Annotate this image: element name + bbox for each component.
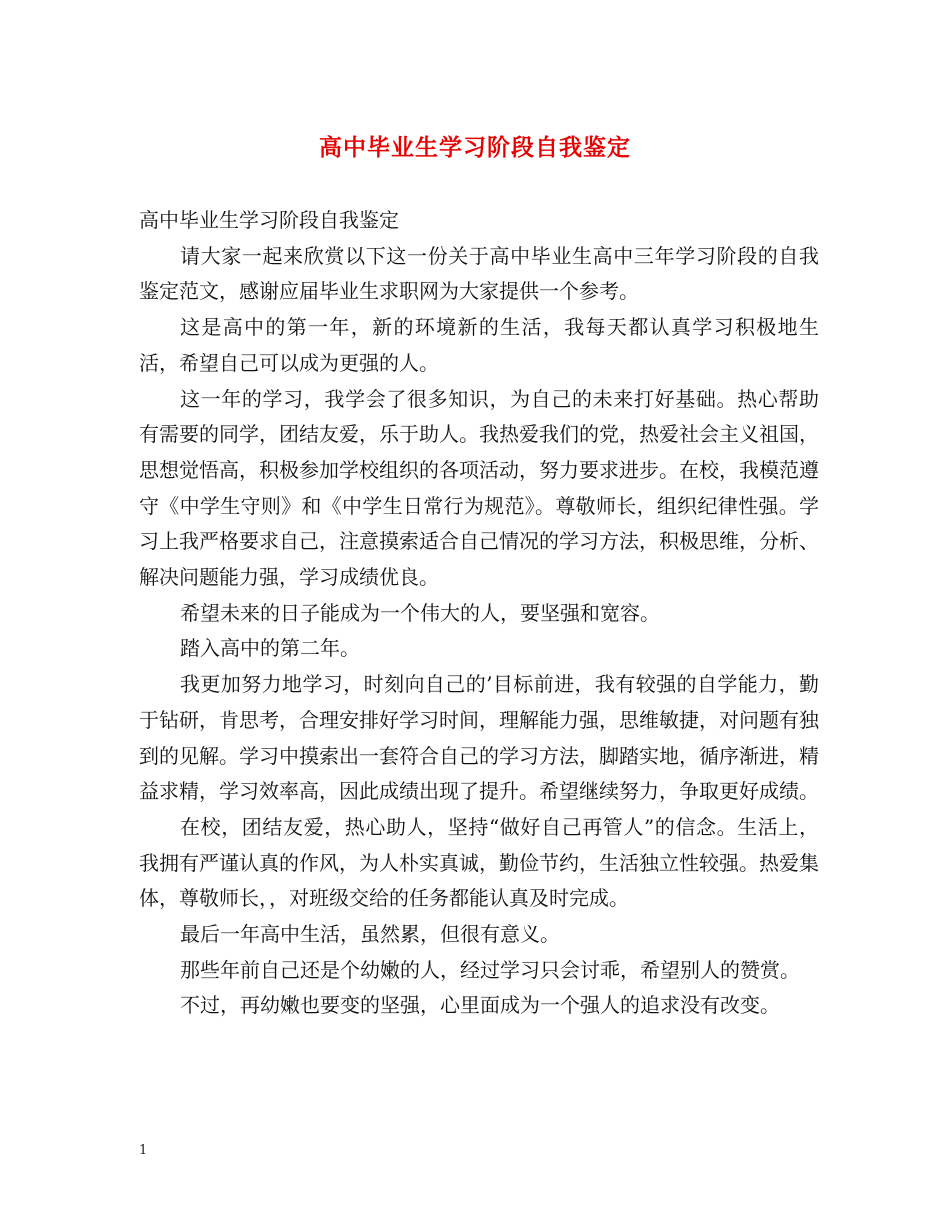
paragraph: 最后一年高中生活，虽然累，但很有意义。	[180, 922, 560, 947]
document-title: 高中毕业生学习阶段自我鉴定	[319, 134, 631, 161]
paragraph: 在校，团结友爱，热心助人，坚持“做好自己再管人”的信念。生活上，我拥有严谨认真的作风，为人朴实真诚，勤俭节约，生活独立性较强。热爱集体，尊敬师长，，对班级交给的任务都能认真及时完成。	[139, 814, 819, 911]
paragraph: 希望未来的日子能成为一个伟大的人，要坚强和宽容。	[180, 600, 660, 625]
paragraph: 这一年的学习，我学会了很多知识，为自己的未来打好基础。热心帮助有需要的同学，团结友爱，乐于助人。我热爱我们的党，热爱社会主义祖国，思想觉悟高，积极参加学校组织的各项活动，努力要求进步。在校，我模范遵守《中学生守则》和《中学生日常行为规范》。尊敬师长，组织纪律性强。学习上我严格要求自己，注意摸索适合自己情况的学习方法，积极思维，分析、解决问题能力强，学习成绩优良。	[139, 386, 819, 590]
heading-line: 高中毕业生学习阶段自我鉴定	[139, 208, 399, 232]
paragraph: 我更加努力地学习，时刻向自己的’目标前进，我有较强的自学能力，勤于钻研，肯思考，合理安排好学习时间，理解能力强，思维敏捷，对问题有独到的见解。学习中摸索出一套符合自己的学习方法，脚踏实地，循序渐进，精益求精，学习效率高，因此成绩出现了提升。希望继续努力，争取更好成绩。	[139, 672, 819, 804]
document-body	[139, 203, 819, 1024]
page-number: 1	[139, 1143, 148, 1158]
paragraph: 踏入高中的第二年。	[180, 636, 360, 661]
paragraph: 不过，再幼嫩也要变的坚强，心里面成为一个强人的追求没有改变。	[180, 993, 780, 1018]
paragraph: 请大家一起来欣赏以下这一份关于高中毕业生高中三年学习阶段的自我鉴定范文，感谢应届毕业生求职网为大家提供一个参考。	[139, 243, 819, 304]
paragraph: 那些年前自己还是个幼嫩的人，经过学习只会讨乖，希望别人的赞赏。	[180, 957, 800, 982]
paragraph: 这是高中的第一年，新的环境新的生活，我每天都认真学习积极地生活，希望自己可以成为更强的人。	[139, 315, 819, 375]
